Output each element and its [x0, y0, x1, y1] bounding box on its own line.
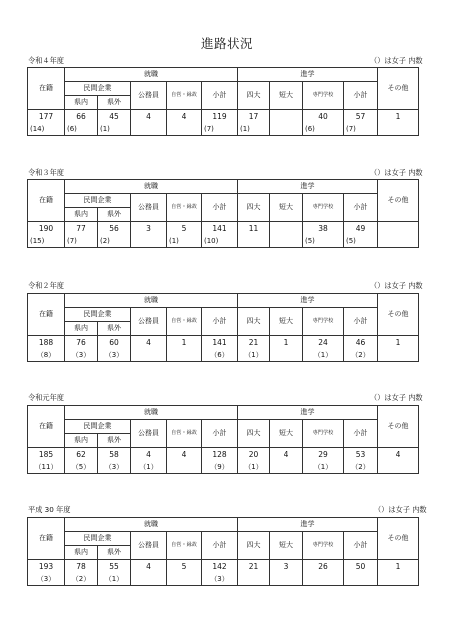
- header-junior-college: 短大: [270, 194, 303, 222]
- value-cell: 4: [131, 336, 167, 350]
- female-count-note: （）は女子 内数: [374, 505, 427, 514]
- header-subtotal-employment: 小計: [202, 532, 238, 560]
- female-count-cell: (1): [98, 123, 131, 136]
- value-cell: 56: [98, 222, 131, 236]
- career-table: [27, 179, 419, 248]
- header-further-education: 進学: [238, 406, 378, 420]
- female-count-cell: [303, 573, 344, 586]
- value-cell: 17: [238, 110, 270, 124]
- header-university: 四大: [238, 532, 270, 560]
- value-cell: 185: [28, 448, 65, 462]
- header-further-education: 進学: [238, 68, 378, 82]
- female-count-cell: （9）: [202, 461, 238, 474]
- female-count-cell: (6): [65, 123, 98, 136]
- header-university: 四大: [238, 82, 270, 110]
- header-in-prefecture: 県内: [65, 546, 98, 560]
- header-university: 四大: [238, 308, 270, 336]
- header-out-prefecture: 県外: [98, 434, 131, 448]
- value-cell: 24: [303, 336, 344, 350]
- value-cell: 1: [378, 336, 419, 350]
- header-private-company: 民間企業: [65, 194, 131, 208]
- header-in-prefecture: 県内: [65, 322, 98, 336]
- value-cell: 119: [202, 110, 238, 124]
- female-count-cell: (14): [28, 123, 65, 136]
- value-cell: 4: [131, 560, 167, 574]
- header-self-employed: 自営・縁故: [167, 532, 202, 560]
- female-count-cell: （3）: [202, 573, 238, 586]
- header-other: その他: [378, 68, 419, 110]
- value-cell: 50: [344, 560, 378, 574]
- female-count-cell: （5）: [65, 461, 98, 474]
- value-cell: 26: [303, 560, 344, 574]
- female-count-cell: (1): [238, 123, 270, 136]
- header-other: その他: [378, 294, 419, 336]
- value-cell: 40: [303, 110, 344, 124]
- female-count-cell: [131, 235, 167, 248]
- header-out-prefecture: 県外: [98, 322, 131, 336]
- female-count-cell: （2）: [344, 461, 378, 474]
- value-cell: 55: [98, 560, 131, 574]
- value-cell: 45: [98, 110, 131, 124]
- header-subtotal-further: 小計: [344, 82, 378, 110]
- value-cell: 62: [65, 448, 98, 462]
- female-count-cell: （1）: [238, 349, 270, 362]
- female-count-cell: [131, 123, 167, 136]
- female-count-cell: （8）: [28, 349, 65, 362]
- header-in-prefecture: 県内: [65, 96, 98, 110]
- female-count-cell: [167, 461, 202, 474]
- female-count-cell: （6）: [202, 349, 238, 362]
- year-label: 平成 30 年度: [28, 505, 71, 514]
- female-count-cell: (1): [167, 235, 202, 248]
- female-count-cell: (10): [202, 235, 238, 248]
- header-out-prefecture: 県外: [98, 208, 131, 222]
- female-count-cell: [131, 349, 167, 362]
- header-enrolled: 在籍: [28, 180, 65, 222]
- header-subtotal-employment: 小計: [202, 420, 238, 448]
- value-cell: 49: [344, 222, 378, 236]
- year-label: 令和２年度: [28, 281, 64, 290]
- year-label: 令和４年度: [28, 56, 64, 65]
- header-out-prefecture: 県外: [98, 546, 131, 560]
- female-count-cell: [270, 235, 303, 248]
- header-in-prefecture: 県内: [65, 208, 98, 222]
- header-further-education: 進学: [238, 294, 378, 308]
- header-other: その他: [378, 406, 419, 448]
- female-count-note: （）は女子 内数: [370, 168, 423, 177]
- female-count-cell: [167, 349, 202, 362]
- female-count-cell: （11）: [28, 461, 65, 474]
- value-cell: 21: [238, 560, 270, 574]
- header-subtotal-employment: 小計: [202, 308, 238, 336]
- value-cell: 53: [344, 448, 378, 462]
- female-count-cell: (7): [202, 123, 238, 136]
- career-table: [27, 517, 419, 586]
- value-cell: 4: [167, 110, 202, 124]
- female-count-cell: （1）: [303, 461, 344, 474]
- header-subtotal-further: 小計: [344, 308, 378, 336]
- female-count-cell: [378, 349, 419, 362]
- female-count-cell: (7): [344, 123, 378, 136]
- header-civil-servant: 公務員: [131, 82, 167, 110]
- header-self-employed: 自営・縁故: [167, 82, 202, 110]
- value-cell: 193: [28, 560, 65, 574]
- header-out-prefecture: 県外: [98, 96, 131, 110]
- female-count-cell: (7): [65, 235, 98, 248]
- value-cell: 4: [131, 110, 167, 124]
- header-civil-servant: 公務員: [131, 532, 167, 560]
- value-cell: 4: [378, 448, 419, 462]
- value-cell: 4: [270, 448, 303, 462]
- header-university: 四大: [238, 420, 270, 448]
- header-private-company: 民間企業: [65, 532, 131, 546]
- female-count-cell: (5): [303, 235, 344, 248]
- header-subtotal-employment: 小計: [202, 82, 238, 110]
- female-count-cell: （1）: [303, 349, 344, 362]
- value-cell: [270, 222, 303, 236]
- value-cell: 20: [238, 448, 270, 462]
- header-junior-college: 短大: [270, 420, 303, 448]
- female-count-cell: [238, 235, 270, 248]
- female-count-cell: [378, 461, 419, 474]
- female-count-cell: (5): [344, 235, 378, 248]
- value-cell: 190: [28, 222, 65, 236]
- header-civil-servant: 公務員: [131, 420, 167, 448]
- female-count-cell: [378, 123, 419, 136]
- value-cell: 11: [238, 222, 270, 236]
- female-count-cell: [167, 573, 202, 586]
- value-cell: 141: [202, 336, 238, 350]
- value-cell: 57: [344, 110, 378, 124]
- value-cell: 141: [202, 222, 238, 236]
- header-subtotal-further: 小計: [344, 420, 378, 448]
- career-table: [27, 293, 419, 362]
- header-private-company: 民間企業: [65, 308, 131, 322]
- header-further-education: 進学: [238, 518, 378, 532]
- header-enrolled: 在籍: [28, 518, 65, 560]
- header-employment: 就職: [65, 406, 238, 420]
- female-count-cell: （3）: [28, 573, 65, 586]
- female-count-cell: （1）: [238, 461, 270, 474]
- header-employment: 就職: [65, 180, 238, 194]
- header-vocational-school: 専門学校: [303, 308, 344, 336]
- page-title: 進路状況: [200, 36, 253, 51]
- header-self-employed: 自営・縁故: [167, 420, 202, 448]
- female-count-cell: [344, 573, 378, 586]
- female-count-cell: (2): [98, 235, 131, 248]
- header-enrolled: 在籍: [28, 294, 65, 336]
- header-vocational-school: 専門学校: [303, 532, 344, 560]
- career-table: [27, 67, 419, 136]
- header-subtotal-employment: 小計: [202, 194, 238, 222]
- value-cell: 128: [202, 448, 238, 462]
- value-cell: 177: [28, 110, 65, 124]
- value-cell: [270, 110, 303, 124]
- female-count-cell: （2）: [344, 349, 378, 362]
- header-private-company: 民間企業: [65, 420, 131, 434]
- female-count-cell: （1）: [98, 573, 131, 586]
- value-cell: 78: [65, 560, 98, 574]
- female-count-cell: [238, 573, 270, 586]
- value-cell: 3: [131, 222, 167, 236]
- female-count-cell: (15): [28, 235, 65, 248]
- value-cell: [378, 222, 419, 236]
- header-vocational-school: 専門学校: [303, 420, 344, 448]
- value-cell: 46: [344, 336, 378, 350]
- value-cell: 76: [65, 336, 98, 350]
- header-enrolled: 在籍: [28, 68, 65, 110]
- value-cell: 58: [98, 448, 131, 462]
- female-count-cell: [167, 123, 202, 136]
- value-cell: 77: [65, 222, 98, 236]
- career-table: [27, 405, 419, 474]
- value-cell: 1: [270, 336, 303, 350]
- header-other: その他: [378, 180, 419, 222]
- value-cell: 66: [65, 110, 98, 124]
- female-count-cell: （3）: [98, 349, 131, 362]
- header-private-company: 民間企業: [65, 82, 131, 96]
- header-employment: 就職: [65, 68, 238, 82]
- header-further-education: 進学: [238, 180, 378, 194]
- value-cell: 4: [131, 448, 167, 462]
- female-count-note: （）は女子 内数: [370, 56, 423, 65]
- value-cell: 1: [378, 560, 419, 574]
- female-count-cell: （3）: [98, 461, 131, 474]
- header-civil-servant: 公務員: [131, 194, 167, 222]
- header-self-employed: 自営・縁故: [167, 194, 202, 222]
- header-self-employed: 自営・縁故: [167, 308, 202, 336]
- female-count-cell: [270, 123, 303, 136]
- header-employment: 就職: [65, 294, 238, 308]
- female-count-cell: （3）: [65, 349, 98, 362]
- value-cell: 1: [378, 110, 419, 124]
- header-vocational-school: 専門学校: [303, 82, 344, 110]
- female-count-note: （）は女子 内数: [370, 281, 423, 290]
- value-cell: 188: [28, 336, 65, 350]
- header-university: 四大: [238, 194, 270, 222]
- header-junior-college: 短大: [270, 532, 303, 560]
- value-cell: 5: [167, 222, 202, 236]
- header-in-prefecture: 県内: [65, 434, 98, 448]
- value-cell: 29: [303, 448, 344, 462]
- year-label: 令和３年度: [28, 168, 64, 177]
- header-subtotal-further: 小計: [344, 194, 378, 222]
- header-junior-college: 短大: [270, 308, 303, 336]
- header-subtotal-further: 小計: [344, 532, 378, 560]
- value-cell: 3: [270, 560, 303, 574]
- header-employment: 就職: [65, 518, 238, 532]
- header-vocational-school: 専門学校: [303, 194, 344, 222]
- female-count-cell: （1）: [131, 461, 167, 474]
- value-cell: 21: [238, 336, 270, 350]
- value-cell: 38: [303, 222, 344, 236]
- female-count-cell: [131, 573, 167, 586]
- value-cell: 142: [202, 560, 238, 574]
- female-count-cell: [378, 573, 419, 586]
- female-count-cell: [270, 461, 303, 474]
- value-cell: 1: [167, 336, 202, 350]
- female-count-cell: (6): [303, 123, 344, 136]
- header-enrolled: 在籍: [28, 406, 65, 448]
- female-count-cell: （2）: [65, 573, 98, 586]
- header-civil-servant: 公務員: [131, 308, 167, 336]
- female-count-note: （）は女子 内数: [370, 393, 423, 402]
- header-junior-college: 短大: [270, 82, 303, 110]
- year-label: 令和元年度: [28, 393, 64, 402]
- female-count-cell: [270, 573, 303, 586]
- value-cell: 5: [167, 560, 202, 574]
- value-cell: 60: [98, 336, 131, 350]
- header-other: その他: [378, 518, 419, 560]
- female-count-cell: [270, 349, 303, 362]
- female-count-cell: [378, 235, 419, 248]
- value-cell: 4: [167, 448, 202, 462]
